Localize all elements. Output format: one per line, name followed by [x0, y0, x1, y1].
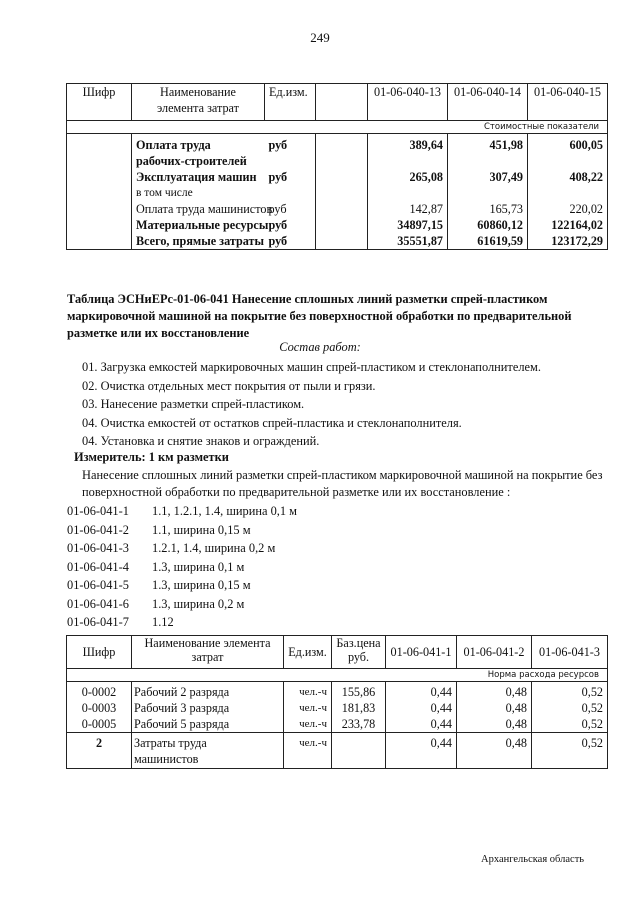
work-item: 03. Нанесение разметки спрей-пластиком. [82, 397, 305, 412]
row-value-1: 35551,87 [368, 233, 448, 250]
code-id: 01-06-041-5 [67, 578, 129, 592]
row-value-3: 600,05 [528, 134, 608, 170]
row-value-2: 165,73 [448, 201, 528, 217]
header-price: Баз.цена руб. [332, 636, 386, 669]
row-code: 0-0005 [67, 716, 132, 733]
row-code: 0-0003 [67, 700, 132, 716]
code-item [67, 613, 297, 632]
row-name: Оплата труда машинистов [136, 202, 273, 216]
cost-indicators-table [66, 83, 608, 250]
header-unit: Ед.изм. [265, 84, 316, 121]
row-value-2: 307,49 [448, 169, 528, 185]
row-value-1: 0,44 [386, 733, 457, 769]
code-text: 1.3, ширина 0,15 м [152, 578, 251, 592]
row-value-1: 0,44 [386, 716, 457, 733]
row-name: Затраты труда машинистов [132, 733, 284, 769]
code-id: 01-06-041-2 [67, 522, 129, 537]
row-value-2: 0,48 [457, 733, 532, 769]
footer-region: Архангельская область [481, 854, 585, 865]
row-unit: чел.-ч [284, 700, 332, 716]
code-item [67, 521, 297, 540]
work-item: 04. Установка и снятие знаков и ограждений. [82, 434, 320, 449]
table-row [67, 682, 608, 701]
section-label: Норма расхода ресурсов [67, 669, 608, 682]
code-id: 01-06-041-1 [67, 504, 129, 518]
table-row [67, 185, 608, 201]
row-unit: чел.-ч [284, 716, 332, 733]
code-id: 01-06-041-3 [67, 541, 129, 555]
row-value-1: 142,87 [368, 201, 448, 217]
table-header-row [67, 84, 608, 121]
header-empty [316, 84, 368, 121]
header-col-3: 01-06-040-15 [528, 84, 608, 121]
header-code: Шифр [67, 84, 132, 121]
row-value-2 [448, 185, 528, 201]
code-text: 1.12 [152, 615, 174, 629]
description: Нанесение сплошных линий разметки спрей-пластиком маркировочной машиной на покрытие без поверхностной обработки по предварительной разметке или их восстановление : [82, 468, 603, 499]
row-value-1 [368, 185, 448, 201]
row-code: 0-0002 [67, 682, 132, 701]
table-row [67, 169, 608, 185]
code-text: 1.1, ширина 0,15 м [152, 522, 251, 537]
section-label-row [67, 121, 608, 134]
row-name: Рабочий 2 разряда [132, 682, 284, 701]
row-price [332, 733, 386, 769]
row-value-1: 265,08 [368, 169, 448, 185]
table-row [67, 716, 608, 733]
work-item: 02. Очистка отдельных мест покрытия от пыли и грязи. [82, 378, 376, 393]
row-name: Рабочий 5 разряда [132, 716, 284, 733]
table-row [67, 217, 608, 233]
row-name: Всего, прямые затраты [132, 233, 265, 250]
row-value-2: 60860,12 [448, 217, 528, 233]
table-row [67, 233, 608, 250]
header-col-1: 01-06-040-13 [368, 84, 448, 121]
row-name: Материальные ресурсы [136, 218, 269, 232]
row-value-3: 0,52 [532, 716, 608, 733]
works-list [82, 358, 541, 451]
header-col-2: 01-06-040-14 [448, 84, 528, 121]
table-row [67, 700, 608, 716]
code-item [67, 558, 297, 577]
code-item [67, 502, 297, 521]
code-item [67, 539, 297, 558]
code-id: 01-06-041-6 [67, 596, 129, 611]
row-unit: чел.-ч [284, 682, 332, 701]
row-value-2: 0,48 [457, 700, 532, 716]
code-text: 1.2.1, 1.4, ширина 0,2 м [152, 541, 276, 555]
code-text: 1.1, 1.2.1, 1.4, ширина 0,1 м [152, 504, 297, 518]
header-name: Наименование элемента затрат [132, 84, 265, 121]
row-value-3: 122164,02 [528, 217, 608, 233]
row-unit [265, 185, 316, 201]
header-col-2: 01-06-041-2 [457, 636, 532, 669]
header-code: Шифр [67, 636, 132, 669]
row-price: 181,83 [332, 700, 386, 716]
code-item [67, 595, 297, 614]
row-unit: руб [265, 233, 316, 250]
resource-norms-table [66, 635, 608, 769]
section-label: Стоимостные показатели [67, 121, 608, 134]
page-number: 249 [310, 30, 330, 45]
row-unit: руб [265, 169, 316, 185]
row-value-3: 0,52 [532, 682, 608, 701]
row-value-1: 0,44 [386, 700, 457, 716]
row-unit: руб [265, 134, 316, 170]
row-name: в том числе [136, 187, 193, 199]
work-item: 01. Загрузка емкостей маркировочных машин спрей-пластиком и стеклонаполнителем. [82, 360, 541, 374]
row-value-3: 220,02 [528, 201, 608, 217]
row-value-3: 0,52 [532, 700, 608, 716]
row-value-3: 123172,29 [528, 233, 608, 250]
row-unit: руб [265, 201, 316, 217]
row-name: Рабочий 3 разряда [132, 700, 284, 716]
table-row [67, 201, 608, 217]
row-value-3: 0,52 [532, 733, 608, 769]
row-price: 233,78 [332, 716, 386, 733]
row-value-2: 0,48 [457, 682, 532, 701]
code-id: 01-06-041-4 [67, 559, 129, 574]
work-item: 04. Очистка емкостей от остатков спрей-пластика и стеклонаполнителя. [82, 415, 462, 430]
header-unit: Ед.изм. [284, 636, 332, 669]
row-value-3: 408,22 [528, 169, 608, 185]
code-id: 01-06-041-7 [67, 615, 129, 629]
measure-unit: Измеритель: 1 км разметки [74, 450, 229, 464]
row-name [132, 134, 265, 170]
code-text: 1.3, ширина 0,2 м [152, 596, 245, 611]
row-value-1: 389,64 [368, 134, 448, 170]
header-name: Наименование элемента затрат [132, 636, 284, 669]
section-title: Таблица ЭСНиЕРс-01-06-041 Нанесение сплошных линий разметки спрей-пластиком маркировочной машиной на покрытие без поверхностной обработки по предварительной разметке или их восстановление [67, 292, 572, 340]
code-text: 1.3, ширина 0,1 м [152, 559, 245, 574]
row-unit: чел.-ч [284, 733, 332, 769]
row-value-2: 451,98 [448, 134, 528, 170]
section-label-row [67, 669, 608, 682]
row-value-1: 34897,15 [368, 217, 448, 233]
table-row [67, 733, 608, 769]
row-value-3 [528, 185, 608, 201]
row-name-text: Оплата труда рабочих-строителей [136, 138, 247, 168]
row-value-2: 61619,59 [448, 233, 528, 250]
row-price: 155,86 [332, 682, 386, 701]
table-header-row [67, 636, 608, 669]
header-col-1: 01-06-041-1 [386, 636, 457, 669]
codes-list [67, 502, 297, 632]
row-value-1: 0,44 [386, 682, 457, 701]
row-code: 2 [67, 733, 132, 769]
row-name: Эксплуатация машин [136, 170, 257, 184]
row-unit: руб [265, 217, 316, 233]
code-item [67, 576, 297, 595]
header-col-3: 01-06-041-3 [532, 636, 608, 669]
row-value-2: 0,48 [457, 716, 532, 733]
table-row [67, 134, 608, 170]
works-heading: Состав работ: [279, 340, 361, 354]
